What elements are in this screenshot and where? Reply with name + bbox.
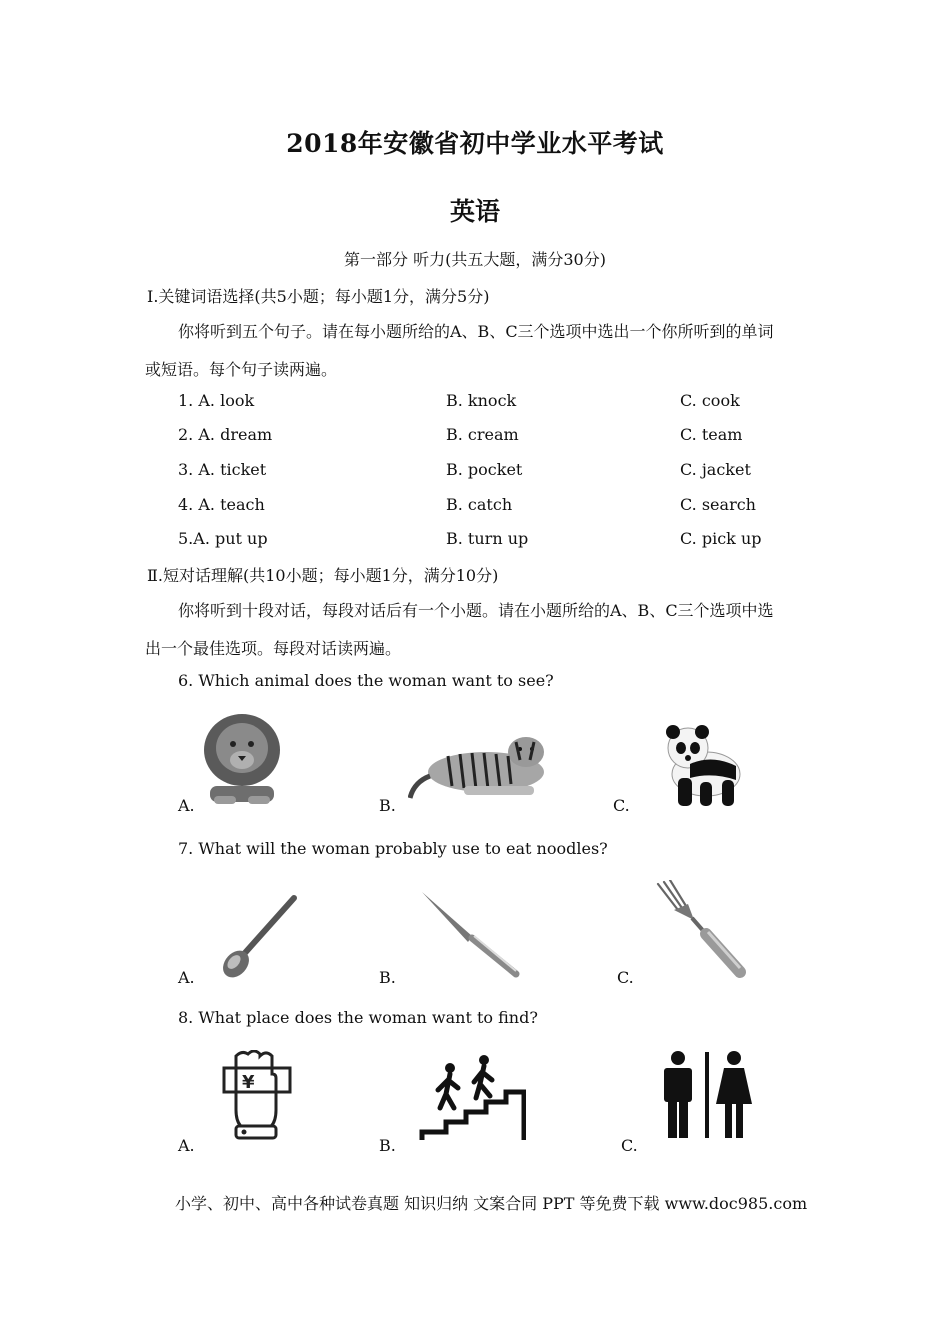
q5-option-c: C. pick up xyxy=(680,529,762,548)
q4-option-a: 4. A. teach xyxy=(178,495,265,514)
q8-label-a: A. xyxy=(178,1136,195,1155)
q4-option-b: B. catch xyxy=(446,495,513,514)
q2-option-c: C. team xyxy=(680,425,743,444)
q3-option-a: 3. A. ticket xyxy=(178,460,267,479)
svg-text:¥: ¥ xyxy=(242,1072,255,1093)
toilet-sign-icon xyxy=(660,1050,754,1140)
bank-sign-icon xyxy=(222,1050,292,1142)
exam-title: 2018年安徽省初中学业水平考试 xyxy=(286,129,664,158)
section2-instruction-cont: 出一个最佳选项。每段对话读两遍。 xyxy=(145,639,402,658)
q6-label-c: C. xyxy=(613,796,630,815)
stairs-sign-icon xyxy=(418,1052,526,1142)
q8-text: 8. What place does the woman want to find? xyxy=(178,1008,538,1027)
part-heading: 第一部分 听力(共五大题，满分30分) xyxy=(344,250,606,269)
fork-picture xyxy=(650,880,750,980)
q6-label-a: A. xyxy=(178,796,195,815)
section2-instruction: 你将听到十段对话，每段对话后有一个小题。请在小题所给的A、B、C三个选项中选 xyxy=(178,601,774,620)
footer-text: 小学、初中、高中各种试卷真题 知识归纳 文案合同 PPT 等免费下载 www.doc985.com xyxy=(175,1194,808,1213)
q5-option-b: B. turn up xyxy=(446,529,529,548)
section2-heading: Ⅱ.短对话理解(共10小题；每小题1分，满分10分) xyxy=(147,566,499,585)
subject-title: 英语 xyxy=(449,197,500,226)
section1-heading: Ⅰ.关键词语选择(共5小题；每小题1分，满分5分) xyxy=(147,287,490,306)
q2-option-a: 2. A. dream xyxy=(178,425,273,444)
panda-picture xyxy=(656,720,748,808)
q5-option-a: 5.A. put up xyxy=(178,529,268,548)
q8-label-c: C. xyxy=(621,1136,638,1155)
q7-text: 7. What will the woman probably use to eat noodles? xyxy=(178,839,608,858)
tiger-picture xyxy=(408,726,556,806)
q8-label-b: B. xyxy=(379,1136,396,1155)
q7-label-b: B. xyxy=(379,968,396,987)
spoon-picture xyxy=(216,892,300,982)
q6-text: 6. Which animal does the woman want to see? xyxy=(178,671,554,690)
q1-option-b: B. knock xyxy=(446,391,517,410)
q3-option-b: B. pocket xyxy=(446,460,523,479)
q3-option-c: C. jacket xyxy=(680,460,751,479)
q2-option-b: B. cream xyxy=(446,425,519,444)
q7-label-a: A. xyxy=(178,968,195,987)
q1-option-a: 1. A. look xyxy=(178,391,255,410)
lion-picture xyxy=(200,708,284,808)
section1-instruction-cont: 或短语。每个句子读两遍。 xyxy=(145,360,338,379)
q6-label-b: B. xyxy=(379,796,396,815)
q4-option-c: C. search xyxy=(680,495,756,514)
q7-label-c: C. xyxy=(617,968,634,987)
q1-option-c: C. cook xyxy=(680,391,740,410)
section1-instruction: 你将听到五个句子。请在每小题所给的A、B、C三个选项中选出一个你所听到的单词 xyxy=(178,322,774,341)
knife-picture xyxy=(418,888,524,980)
